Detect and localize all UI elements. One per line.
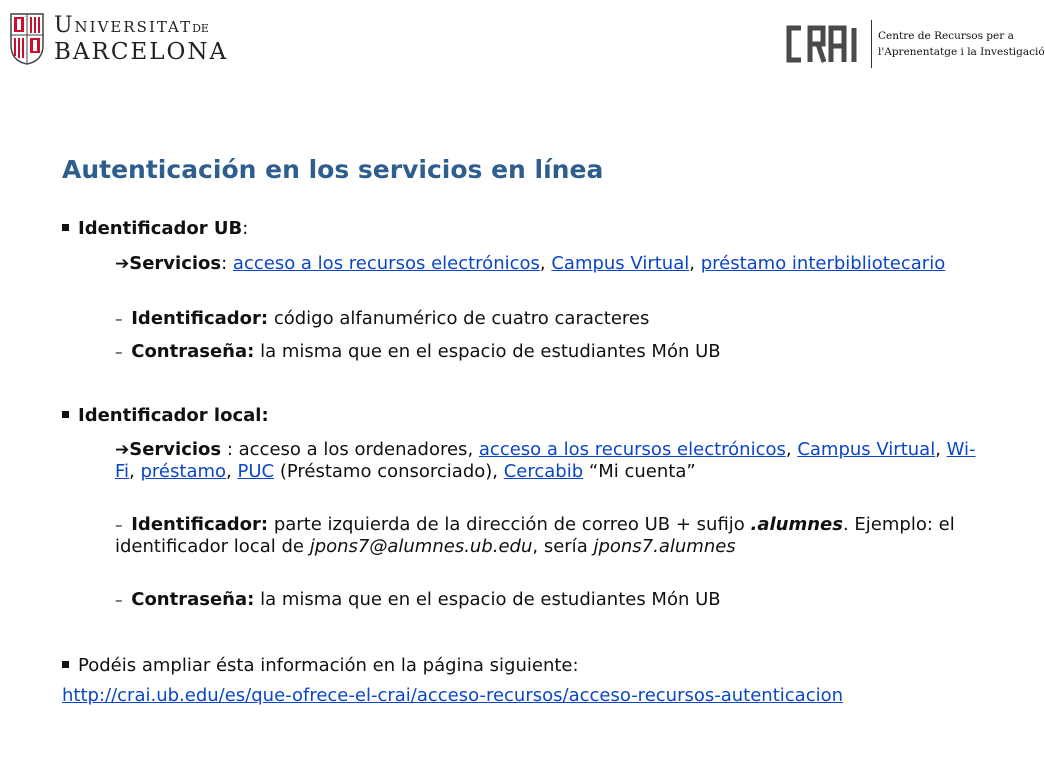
- local-identificador-text3: , sería: [532, 536, 594, 557]
- more-info-text: Podéis ampliar ésta información en la página siguiente:: [78, 655, 579, 676]
- link-wifi[interactable]: Wi-Fi: [115, 439, 976, 482]
- local-heading-text: Identificador local:: [78, 405, 269, 426]
- right-arrow-icon: ➔: [115, 440, 130, 460]
- local-identificador-text1: parte izquierda de la dirección de correo UB + sufijo: [268, 514, 751, 535]
- ub-section-heading: [62, 218, 248, 239]
- en-dash-icon: –: [115, 516, 123, 534]
- ub-services-sep: :: [221, 253, 233, 274]
- right-arrow-icon: ➔: [115, 254, 130, 274]
- ub-name-line2: BARCELONA: [54, 38, 229, 65]
- local-services-text3: “Mi cuenta”: [583, 461, 696, 482]
- ub-identificador-text: código alfanumérico de cuatro caracteres: [268, 308, 650, 329]
- link-interlibrary-loan[interactable]: préstamo interbibliotecario: [700, 253, 946, 274]
- square-bullet-icon: [62, 661, 69, 668]
- ub-heading-text: Identificador UB: [78, 218, 243, 239]
- ub-contrasena-label: Contraseña:: [131, 341, 255, 362]
- link-campus-virtual[interactable]: Campus Virtual: [551, 253, 690, 274]
- ub-shield-icon: [10, 13, 44, 65]
- en-dash-icon: –: [115, 591, 123, 609]
- authentication-info-link[interactable]: http://crai.ub.edu/es/que-ofrece-el-crai/acceso-recursos/acceso-recursos-autenticacion: [62, 685, 844, 706]
- ub-services-item: [115, 253, 985, 275]
- ub-services-comma1: ,: [539, 253, 552, 274]
- local-services-text1: : acceso a los ordenadores,: [221, 439, 479, 460]
- link-electronic-resources[interactable]: acceso a los recursos electrónicos: [478, 439, 786, 460]
- en-dash-icon: –: [115, 310, 123, 328]
- more-info-item: [62, 655, 579, 676]
- square-bullet-icon: [62, 411, 69, 418]
- link-cercabib[interactable]: Cercabib: [503, 461, 584, 482]
- ub-contrasena-item: [115, 341, 985, 363]
- crai-subtitle-line2: l'Aprenentatge i la Investigació: [878, 46, 1045, 58]
- local-section-heading: [62, 405, 269, 426]
- ub-identificador-label: Identificador:: [131, 308, 269, 329]
- local-identificador-item: [115, 514, 985, 557]
- en-dash-icon: –: [115, 343, 123, 361]
- local-identificador-label: Identificador:: [131, 514, 269, 535]
- local-services-comma3: ,: [129, 461, 141, 482]
- ub-name-line1: Universitat: [54, 12, 193, 38]
- ub-services-comma2: ,: [689, 253, 701, 274]
- local-services-item: [115, 439, 985, 482]
- crai-subtitle-line1: Centre de Recursos per a: [878, 30, 1014, 42]
- ub-services-label: Servicios: [129, 253, 222, 274]
- ub-contrasena-text: la misma que en el espacio de estudiantes Món UB: [254, 341, 721, 362]
- local-services-text2: (Préstamo consorciado),: [274, 461, 504, 482]
- local-identificador-email: jpons7@alumnes.ub.edu: [309, 536, 533, 557]
- page-title: Autenticación en los servicios en línea: [62, 155, 604, 184]
- square-bullet-icon: [62, 224, 69, 231]
- local-identificador-result: jpons7.alumnes: [593, 536, 736, 557]
- crai-logo: [783, 20, 1045, 68]
- ub-identificador-item: [115, 308, 985, 330]
- ub-heading-colon: :: [242, 218, 249, 239]
- local-services-comma4: ,: [226, 461, 238, 482]
- crai-divider: [871, 20, 872, 68]
- link-puc[interactable]: PUC: [237, 461, 275, 482]
- local-services-comma2: ,: [935, 439, 947, 460]
- local-contrasena-text: la misma que en el espacio de estudiantes Món UB: [254, 589, 721, 610]
- link-campus-virtual[interactable]: Campus Virtual: [797, 439, 936, 460]
- crai-mark-icon: [783, 24, 861, 64]
- ub-wordmark: [54, 12, 229, 65]
- link-loan[interactable]: préstamo: [140, 461, 227, 482]
- local-services-comma1: ,: [785, 439, 798, 460]
- local-contrasena-label: Contraseña:: [131, 589, 255, 610]
- local-contrasena-item: [115, 589, 985, 611]
- link-electronic-resources[interactable]: acceso a los recursos electrónicos: [232, 253, 540, 274]
- ub-logo: [10, 13, 228, 65]
- local-identificador-text2: . Ejemplo: el identificador local de: [115, 514, 955, 557]
- local-identificador-suffix: .alumnes: [750, 514, 843, 535]
- ub-name-suffix: DE: [192, 21, 209, 35]
- crai-subtitle: [878, 28, 1045, 60]
- more-info-url-block: [62, 685, 882, 706]
- local-services-label: Servicios: [129, 439, 222, 460]
